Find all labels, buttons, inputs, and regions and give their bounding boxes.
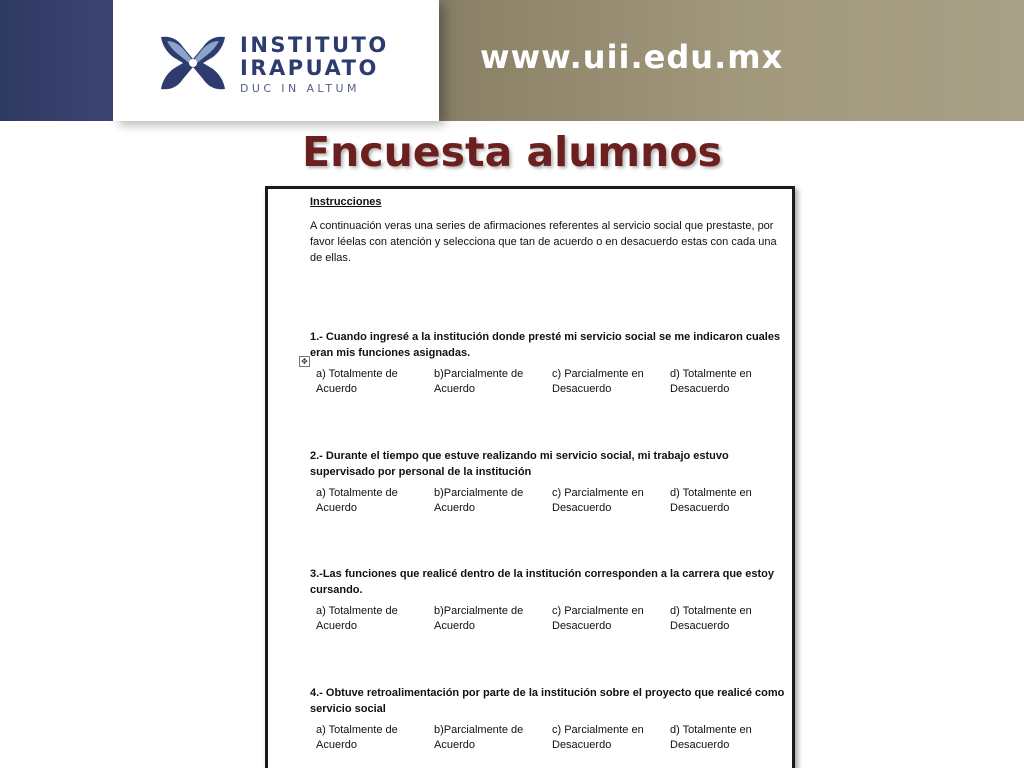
answer-options	[310, 367, 788, 397]
question-item	[310, 448, 788, 516]
answer-option-a[interactable]: a) Totalmente de Acuerdo	[316, 368, 398, 395]
answer-option-d[interactable]: d) Totalmente en Desacuerdo	[670, 724, 752, 751]
instructions-text: A continuación veras una series de afirmaciones referentes al servicio social que prestaste, por favor léelas con atención y selecciona que tan de acuerdo o en desacuerdo estas con cada una de ellas.	[310, 220, 777, 264]
logo-line-instituto: INSTITUTO	[240, 33, 389, 57]
answer-option-c[interactable]: c) Parcialmente en Desacuerdo	[552, 605, 644, 632]
answer-option-d[interactable]: d) Totalmente en Desacuerdo	[670, 368, 752, 395]
logo-tagline: DUC IN ALTUM	[240, 82, 360, 95]
answer-option-b[interactable]: b)Parcialmente de Acuerdo	[434, 724, 524, 751]
answer-option-b[interactable]: b)Parcialmente de Acuerdo	[434, 368, 524, 395]
question-item	[310, 685, 788, 753]
instructions-heading: Instrucciones	[310, 196, 382, 208]
logo-line-irapuato: IRAPUATO	[240, 56, 379, 80]
answer-options	[310, 486, 788, 516]
answer-option-d[interactable]: d) Totalmente en Desacuerdo	[670, 605, 752, 632]
header-band	[0, 0, 1024, 121]
site-url: www.uii.edu.mx	[480, 38, 784, 76]
answer-option-d[interactable]: d) Totalmente en Desacuerdo	[670, 487, 752, 514]
instituto-irapuato-logo-icon	[157, 33, 229, 93]
question-text: 2.- Durante el tiempo que estuve realizando mi servicio social, mi trabajo estuvo supervisado por personal de la institución	[310, 450, 729, 478]
answer-option-b[interactable]: b)Parcialmente de Acuerdo	[434, 487, 524, 514]
survey-document	[265, 186, 795, 768]
answer-option-c[interactable]: c) Parcialmente en Desacuerdo	[552, 487, 644, 514]
answer-option-a[interactable]: a) Totalmente de Acuerdo	[316, 605, 398, 632]
logo-card	[113, 0, 439, 121]
question-item	[310, 566, 788, 634]
answer-option-c[interactable]: c) Parcialmente en Desacuerdo	[552, 724, 644, 751]
question-text: 4.- Obtuve retroalimentación por parte de la institución sobre el proyecto que realicé como servicio social	[310, 687, 785, 715]
question-text: 1.- Cuando ingresé a la institución donde presté mi servicio social se me indicaron cuales eran mis funciones asignadas.	[310, 331, 781, 359]
question-item	[301, 329, 788, 397]
answer-option-b[interactable]: b)Parcialmente de Acuerdo	[434, 605, 524, 632]
move-handle-icon[interactable]: ✥	[299, 356, 310, 367]
question-text: 3.-Las funciones que realicé dentro de la institución corresponden a la carrera que estoy cursando.	[310, 568, 774, 596]
answer-option-c[interactable]: c) Parcialmente en Desacuerdo	[552, 368, 644, 395]
logo-wordmark	[240, 34, 389, 80]
answer-options	[310, 723, 788, 753]
answer-options	[310, 604, 788, 634]
survey-document-body	[301, 194, 788, 751]
slide-title: Encuesta alumnos	[302, 128, 722, 176]
answer-option-a[interactable]: a) Totalmente de Acuerdo	[316, 724, 398, 751]
answer-option-a[interactable]: a) Totalmente de Acuerdo	[316, 487, 398, 514]
